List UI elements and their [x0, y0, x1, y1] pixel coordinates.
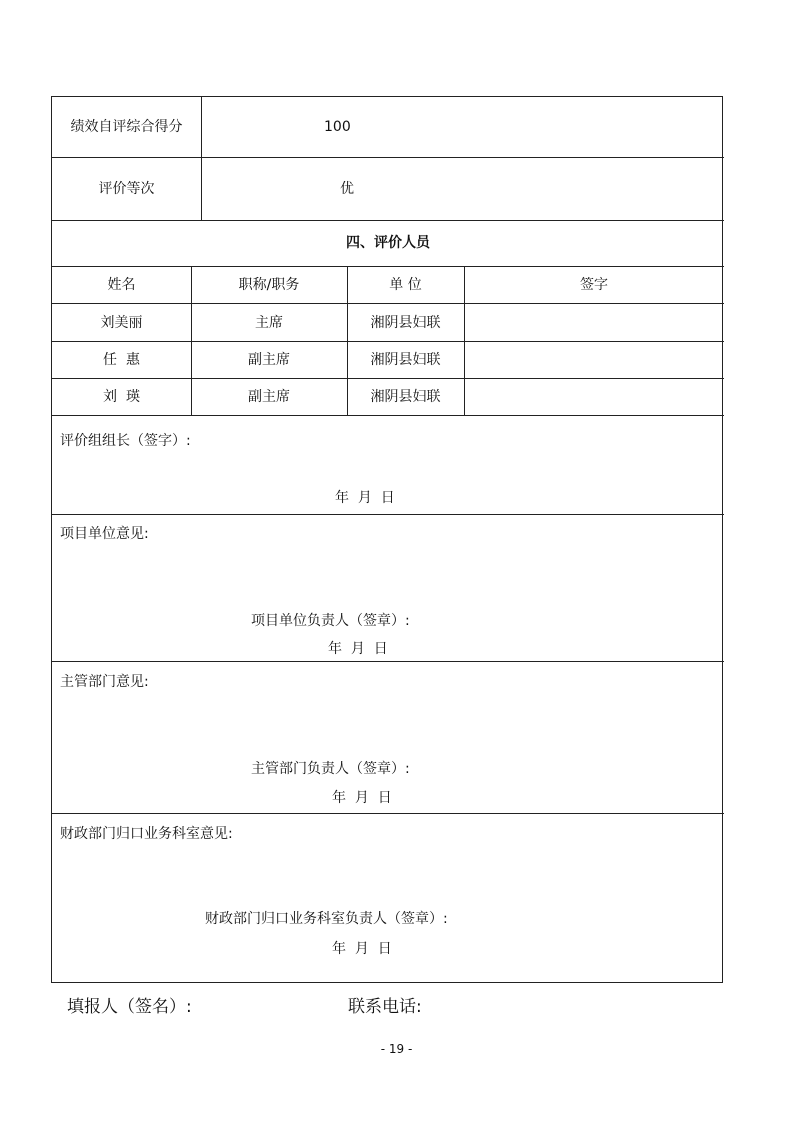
person-unit: 湘阴县妇联 — [370, 389, 441, 405]
filler-signature-label: 填报人（签名）: — [67, 997, 192, 1017]
grade-value: 优 — [340, 181, 354, 197]
row-divider — [52, 341, 724, 342]
grade-label: 评价等次 — [98, 181, 155, 197]
header-signature: 签字 — [580, 277, 608, 293]
leader-date: 年 月 日 — [335, 490, 395, 506]
leader-signature-label: 评价组组长（签字）: — [60, 433, 191, 449]
row-divider — [52, 303, 724, 304]
row-divider — [52, 514, 724, 515]
row-divider — [52, 813, 724, 814]
person-name: 刘 瑛 — [103, 389, 140, 405]
row-divider — [52, 266, 724, 267]
dept-signer-label: 主管部门负责人（签章）: — [251, 761, 410, 777]
person-name: 任 惠 — [103, 352, 140, 368]
person-unit: 湘阴县妇联 — [370, 315, 441, 331]
unit-opinion-label: 项目单位意见: — [60, 526, 149, 542]
person-name: 刘美丽 — [100, 315, 143, 331]
person-unit: 湘阴县妇联 — [370, 352, 441, 368]
row-divider — [52, 415, 724, 416]
dept-opinion-label: 主管部门意见: — [60, 674, 149, 690]
score-value: 100 — [324, 119, 351, 135]
finance-signer-label: 财政部门归口业务科室负责人（签章）: — [205, 911, 448, 927]
person-title: 副主席 — [248, 352, 290, 368]
row-divider — [52, 661, 724, 662]
row-divider — [52, 220, 724, 221]
header-name: 姓名 — [107, 277, 136, 293]
row-divider — [52, 157, 724, 158]
column-divider — [201, 97, 202, 220]
finance-opinion-label: 财政部门归口业务科室意见: — [60, 826, 233, 842]
dept-date: 年 月 日 — [332, 790, 392, 806]
person-title: 主席 — [255, 315, 283, 331]
unit-signer-label: 项目单位负责人（签章）: — [251, 613, 410, 629]
person-title: 副主席 — [248, 389, 290, 405]
section-title: 四、评价人员 — [346, 235, 430, 251]
page-number: - 19 - — [380, 1042, 413, 1056]
score-label: 绩效自评综合得分 — [70, 119, 183, 135]
finance-date: 年 月 日 — [332, 941, 392, 957]
contact-phone-label: 联系电话: — [348, 997, 422, 1017]
header-unit: 单 位 — [389, 277, 422, 293]
header-title: 职称/职务 — [238, 277, 300, 293]
evaluation-form — [51, 96, 723, 983]
row-divider — [52, 378, 724, 379]
unit-date: 年 月 日 — [328, 641, 388, 657]
